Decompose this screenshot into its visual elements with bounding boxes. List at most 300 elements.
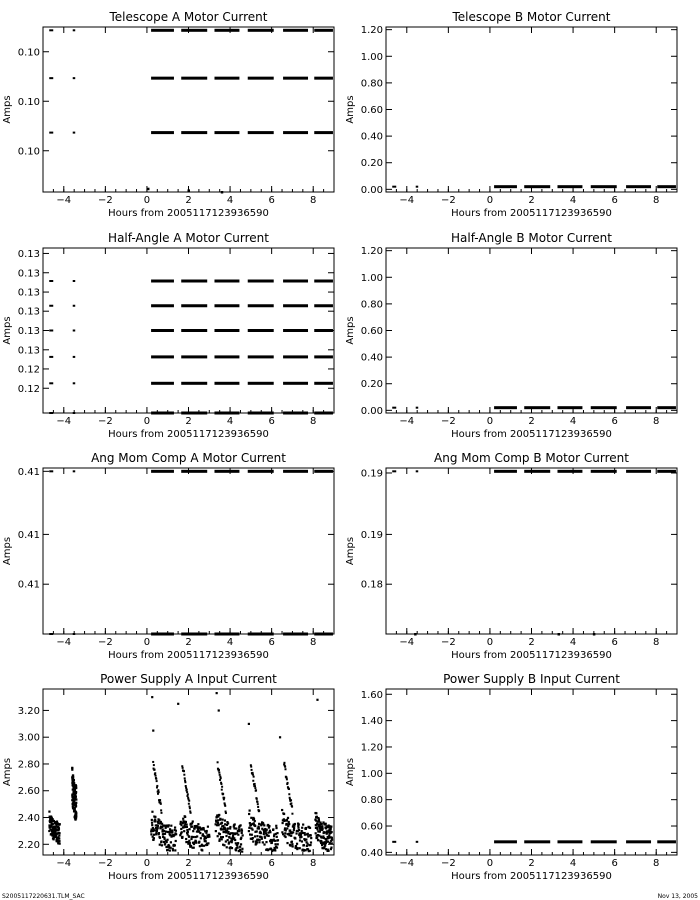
- data-band: [181, 329, 207, 332]
- data-point: [322, 828, 324, 830]
- y-tick-label: 0.12: [17, 364, 40, 376]
- data-point: [187, 831, 189, 833]
- data-point: [258, 823, 260, 825]
- data-series: [49, 280, 333, 415]
- y-tick-label: 0.00: [360, 184, 383, 196]
- y-tick-label: 0.13: [17, 345, 40, 357]
- x-tick-label: −2: [97, 858, 113, 869]
- data-point: [205, 840, 207, 842]
- x-tick-label: 6: [268, 858, 275, 869]
- data-point: [283, 813, 285, 815]
- data-band: [214, 355, 239, 358]
- data-band: [524, 406, 550, 409]
- data-series: [49, 29, 333, 194]
- data-point: [219, 774, 221, 776]
- x-tick-label: 4: [569, 195, 577, 206]
- data-point: [195, 842, 197, 844]
- data-point: [416, 186, 419, 188]
- data-point: [189, 842, 191, 844]
- data-point: [299, 847, 301, 849]
- data-point: [175, 833, 177, 835]
- data-point: [193, 847, 195, 849]
- data-point: [252, 837, 254, 839]
- data-series: [392, 840, 676, 843]
- data-point: [416, 470, 419, 472]
- x-tick-label: 4: [569, 416, 577, 427]
- data-point: [226, 846, 228, 848]
- data-point: [72, 776, 74, 778]
- data-point: [165, 831, 167, 833]
- data-point: [225, 835, 227, 837]
- data-point: [310, 837, 312, 839]
- data-point: [248, 723, 250, 725]
- data-point: [301, 840, 303, 842]
- x-tick-label: 2: [185, 416, 192, 427]
- data-point: [73, 330, 76, 332]
- x-tick-label: −2: [97, 195, 113, 206]
- data-point: [317, 839, 319, 841]
- data-point: [163, 830, 165, 832]
- data-band: [248, 382, 274, 385]
- data-band: [214, 304, 239, 307]
- data-point: [217, 819, 219, 821]
- data-point: [248, 827, 250, 829]
- data-point: [157, 827, 159, 829]
- x-axis-label: Hours from 2005117123936590: [108, 208, 269, 219]
- y-tick-label: 1.40: [360, 716, 383, 728]
- data-point: [290, 802, 292, 804]
- y-tick-label: 1.20: [360, 25, 383, 37]
- x-axis-label: Hours from 2005117123936590: [451, 208, 612, 219]
- data-point: [160, 809, 162, 811]
- data-point: [286, 778, 288, 780]
- data-point: [218, 772, 220, 774]
- data-point: [224, 805, 226, 807]
- x-tick-label: −4: [56, 637, 72, 648]
- data-band: [181, 77, 207, 80]
- data-point: [315, 832, 317, 834]
- data-band: [494, 406, 517, 409]
- data-point: [154, 816, 156, 818]
- data-point: [170, 841, 172, 843]
- data-point: [222, 836, 224, 838]
- data-point: [186, 789, 188, 791]
- data-point: [392, 470, 396, 472]
- data-point: [155, 832, 157, 834]
- data-point: [241, 851, 243, 853]
- data-point: [203, 828, 205, 830]
- data-point: [190, 812, 192, 814]
- data-band: [283, 131, 308, 134]
- data-point: [168, 824, 170, 826]
- y-tick-label: 0.41: [17, 579, 40, 591]
- x-tick-label: 2: [528, 858, 535, 869]
- data-band: [657, 185, 676, 188]
- data-point: [416, 407, 419, 409]
- data-band: [248, 131, 274, 134]
- data-point: [291, 806, 293, 808]
- data-point: [235, 827, 237, 829]
- y-tick-label: 0.13: [17, 268, 40, 280]
- data-point: [73, 77, 76, 79]
- y-tick-label: 0.80: [360, 299, 383, 311]
- data-band: [151, 412, 174, 415]
- data-point: [152, 730, 154, 732]
- data-point: [330, 827, 332, 829]
- x-tick-label: 8: [653, 416, 660, 427]
- data-point: [240, 837, 242, 839]
- data-point: [414, 633, 417, 636]
- data-point: [181, 831, 183, 833]
- data-point: [157, 822, 159, 824]
- data-point: [159, 844, 161, 846]
- data-band: [181, 131, 207, 134]
- chart-title: Power Supply A Input Current: [100, 672, 277, 686]
- data-point: [234, 839, 236, 841]
- data-point: [250, 766, 252, 768]
- data-point: [281, 809, 283, 811]
- data-point: [279, 736, 281, 738]
- data-band: [657, 406, 676, 409]
- data-point: [188, 803, 190, 805]
- data-point: [321, 825, 323, 827]
- data-point: [196, 835, 198, 837]
- data-band: [314, 355, 333, 358]
- data-point: [295, 832, 297, 834]
- data-point: [330, 826, 332, 828]
- data-point: [73, 633, 76, 635]
- data-point: [208, 836, 210, 838]
- x-tick-label: −2: [97, 637, 113, 648]
- data-band: [283, 412, 308, 415]
- x-tick-label: 0: [143, 858, 151, 869]
- data-point: [75, 812, 77, 814]
- data-point: [185, 821, 187, 823]
- data-point: [188, 800, 190, 802]
- data-band: [314, 633, 333, 636]
- data-point: [316, 828, 318, 830]
- data-band: [314, 382, 333, 385]
- data-band: [283, 304, 308, 307]
- chart-title: Half-Angle B Motor Current: [451, 231, 612, 245]
- data-point: [254, 785, 256, 787]
- x-axis-label: Hours from 2005117123936590: [451, 650, 612, 661]
- data-point: [392, 186, 396, 188]
- data-band: [181, 355, 207, 358]
- y-axis-label: Amps: [2, 316, 13, 345]
- data-point: [183, 770, 185, 772]
- chart-title: Telescope A Motor Current: [109, 10, 268, 24]
- data-point: [73, 305, 76, 307]
- y-tick-label: 0.20: [360, 379, 383, 391]
- data-point: [49, 470, 53, 472]
- x-tick-label: 4: [226, 637, 234, 648]
- data-point: [73, 356, 76, 358]
- data-series: [392, 406, 676, 409]
- data-band: [248, 304, 274, 307]
- x-tick-label: 6: [268, 416, 275, 427]
- data-point: [48, 811, 50, 813]
- data-point: [254, 825, 256, 827]
- data-point: [73, 29, 76, 31]
- data-point: [49, 305, 53, 307]
- y-tick-label: 0.10: [17, 47, 40, 59]
- data-point: [286, 777, 288, 779]
- data-point: [274, 840, 276, 842]
- data-point: [221, 786, 223, 788]
- data-point: [220, 783, 222, 785]
- data-point: [263, 824, 265, 826]
- chart-panel: [345, 451, 677, 661]
- data-point: [174, 844, 176, 846]
- data-point: [252, 772, 254, 774]
- chart-panel: [2, 10, 334, 219]
- data-point: [186, 791, 188, 793]
- data-point: [199, 832, 201, 834]
- data-point: [217, 761, 219, 763]
- data-point: [191, 825, 193, 827]
- data-point: [225, 812, 227, 814]
- data-point: [392, 841, 396, 843]
- data-point: [52, 823, 54, 825]
- data-point: [274, 849, 276, 851]
- data-point: [184, 777, 186, 779]
- data-band: [314, 280, 333, 283]
- data-point: [174, 826, 176, 828]
- data-point: [222, 819, 224, 821]
- data-point: [151, 819, 153, 821]
- data-point: [75, 802, 77, 804]
- data-point: [219, 818, 221, 820]
- data-band: [283, 633, 308, 636]
- data-band: [214, 633, 239, 636]
- data-point: [217, 824, 219, 826]
- data-point: [287, 817, 289, 819]
- data-point: [166, 841, 168, 843]
- chart-panel: [345, 672, 677, 882]
- data-point: [248, 830, 250, 832]
- data-point: [198, 841, 200, 843]
- data-point: [183, 774, 185, 776]
- chart-panel: [2, 672, 334, 882]
- data-band: [314, 304, 333, 307]
- x-tick-label: −4: [56, 416, 72, 427]
- data-point: [184, 781, 186, 783]
- x-tick-label: −2: [440, 416, 456, 427]
- data-band: [314, 329, 333, 332]
- plot-frame: [386, 248, 677, 413]
- data-point: [284, 766, 286, 768]
- data-point: [292, 845, 294, 847]
- data-point: [58, 832, 60, 834]
- data-point: [285, 823, 287, 825]
- x-axis-label: Hours from 2005117123936590: [108, 429, 269, 440]
- data-point: [73, 412, 76, 414]
- data-point: [147, 188, 150, 191]
- data-band: [214, 280, 239, 283]
- data-band: [181, 29, 207, 32]
- x-tick-label: 2: [528, 195, 535, 206]
- data-point: [73, 132, 76, 134]
- x-tick-label: 4: [226, 858, 234, 869]
- data-point: [274, 843, 276, 845]
- data-point: [166, 839, 168, 841]
- data-point: [253, 776, 255, 778]
- x-tick-label: 2: [185, 858, 192, 869]
- y-tick-label: 0.80: [360, 795, 383, 807]
- y-tick-label: 0.13: [17, 306, 40, 318]
- data-point: [251, 834, 253, 836]
- data-point: [248, 813, 250, 815]
- data-point: [201, 849, 203, 851]
- data-point: [271, 842, 273, 844]
- data-point: [192, 820, 194, 822]
- data-point: [221, 838, 223, 840]
- y-tick-label: 1.00: [360, 768, 383, 780]
- y-axis-label: Amps: [345, 316, 356, 345]
- x-tick-label: 8: [310, 195, 317, 206]
- y-tick-label: 1.20: [360, 246, 383, 258]
- data-point: [309, 850, 311, 852]
- data-point: [256, 830, 258, 832]
- data-point: [153, 837, 155, 839]
- data-point: [177, 703, 179, 705]
- data-point: [185, 787, 187, 789]
- x-tick-label: −4: [399, 416, 415, 427]
- data-point: [255, 789, 257, 791]
- x-tick-label: −2: [97, 416, 113, 427]
- data-point: [239, 846, 241, 848]
- data-point: [330, 847, 332, 849]
- y-tick-label: 0.41: [17, 466, 40, 478]
- x-tick-label: −4: [399, 195, 415, 206]
- data-point: [277, 839, 279, 841]
- data-point: [75, 791, 77, 793]
- x-tick-label: 2: [528, 416, 535, 427]
- data-point: [558, 633, 561, 636]
- data-point: [309, 844, 311, 846]
- data-point: [201, 845, 203, 847]
- y-tick-label: 0.19: [360, 529, 383, 541]
- data-point: [58, 835, 60, 837]
- x-tick-label: 0: [486, 858, 494, 869]
- data-band: [283, 29, 308, 32]
- data-band: [214, 77, 239, 80]
- data-band: [248, 77, 274, 80]
- data-point: [182, 767, 184, 769]
- data-band: [557, 840, 582, 843]
- data-point: [184, 816, 186, 818]
- data-point: [329, 842, 331, 844]
- x-tick-label: 6: [611, 637, 618, 648]
- data-point: [49, 382, 53, 384]
- x-tick-label: 6: [268, 637, 275, 648]
- data-band: [151, 131, 174, 134]
- data-band: [494, 840, 517, 843]
- data-band: [314, 412, 333, 415]
- data-point: [276, 836, 278, 838]
- data-point: [231, 847, 233, 849]
- data-point: [49, 29, 53, 31]
- data-point: [190, 838, 192, 840]
- data-point: [298, 829, 300, 831]
- data-point: [170, 825, 172, 827]
- data-band: [494, 470, 517, 473]
- data-point: [157, 825, 159, 827]
- data-point: [256, 798, 258, 800]
- x-tick-label: 2: [185, 195, 192, 206]
- data-point: [154, 769, 156, 771]
- data-point: [291, 813, 293, 815]
- y-tick-label: 0.40: [360, 131, 383, 143]
- data-series: [392, 470, 676, 636]
- data-point: [272, 828, 274, 830]
- data-point: [254, 783, 256, 785]
- y-tick-label: 0.20: [360, 158, 383, 170]
- data-point: [158, 832, 160, 834]
- data-point: [160, 812, 162, 814]
- x-tick-label: 4: [226, 416, 234, 427]
- data-point: [151, 824, 153, 826]
- footer-filename: S2005117220631.TLM_SAC: [2, 893, 85, 900]
- data-point: [75, 817, 77, 819]
- data-point: [157, 789, 159, 791]
- x-tick-label: −4: [399, 858, 415, 869]
- y-tick-label: 0.80: [360, 78, 383, 90]
- data-point: [182, 818, 184, 820]
- y-tick-label: 0.60: [360, 105, 383, 116]
- y-axis-label: Amps: [345, 757, 356, 787]
- data-point: [75, 798, 77, 800]
- data-point: [224, 819, 226, 821]
- data-point: [296, 843, 298, 845]
- data-point: [324, 831, 326, 833]
- y-tick-label: 0.19: [360, 468, 383, 480]
- data-band: [657, 840, 676, 843]
- data-point: [234, 823, 236, 825]
- data-point: [219, 838, 221, 840]
- data-point: [288, 821, 290, 823]
- x-tick-label: 0: [143, 637, 151, 648]
- plot-frame: [386, 27, 677, 192]
- data-band: [214, 412, 239, 415]
- data-band: [524, 185, 550, 188]
- data-point: [161, 844, 163, 846]
- data-band: [626, 406, 651, 409]
- data-point: [301, 827, 303, 829]
- data-point: [287, 782, 289, 784]
- data-point: [219, 779, 221, 781]
- x-tick-label: 2: [528, 637, 535, 648]
- data-point: [164, 833, 166, 835]
- data-point: [241, 848, 243, 850]
- data-point: [227, 827, 229, 829]
- x-tick-label: 2: [185, 637, 192, 648]
- data-band: [283, 382, 308, 385]
- data-point: [310, 834, 312, 836]
- data-point: [223, 797, 225, 799]
- x-tick-label: 8: [653, 858, 660, 869]
- x-tick-label: 8: [653, 637, 660, 648]
- data-point: [218, 769, 220, 771]
- data-point: [263, 833, 265, 835]
- data-point: [258, 810, 260, 812]
- data-point: [251, 829, 253, 831]
- data-point: [241, 830, 243, 832]
- data-point: [275, 827, 277, 829]
- data-band: [557, 470, 582, 473]
- data-point: [265, 841, 267, 843]
